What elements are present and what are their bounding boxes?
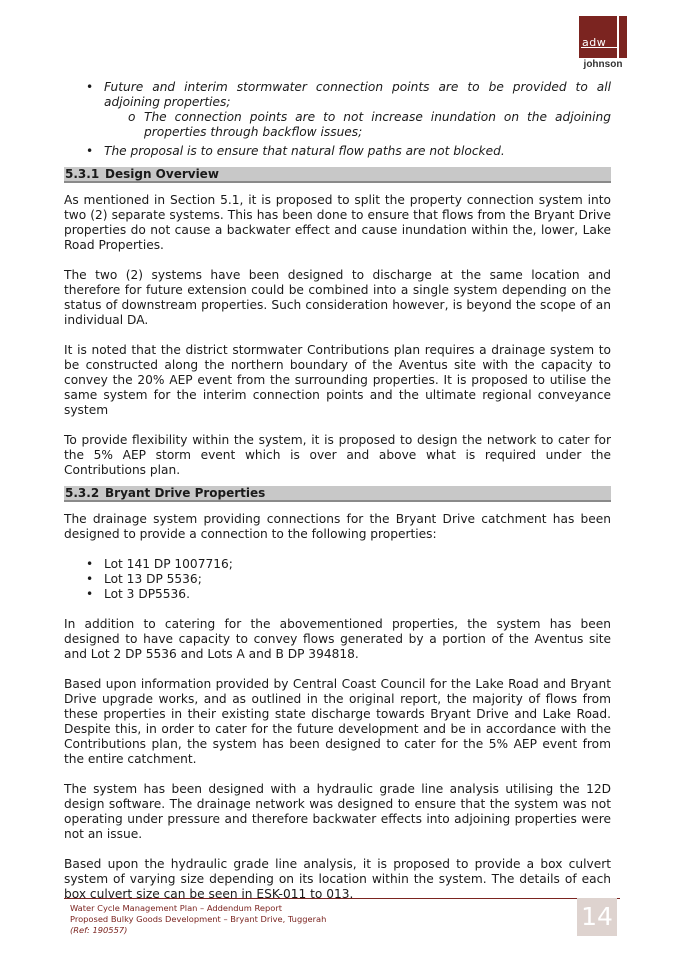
paragraph: Based upon information provided by Central Coast Council for the Lake Road and Bryant Drive upgrade works, and as outlined in the original report, the majority of flows from these properties in their existing state discharge towards Bryant Drive and Lake Road. Despite this, in order to cater for the future development and be in accordance with the Contributions plan, the system has been designed to cater for the 5% AEP event from the entire catchment. xyxy=(64,677,611,766)
page-number: 14 xyxy=(577,898,617,936)
page-content xyxy=(64,80,611,902)
footer-divider xyxy=(64,898,620,899)
paragraph: To provide flexibility within the system, it is proposed to design the network to cater for the 5% AEP storm event which is over and above what is required under the Contributions plan. xyxy=(64,433,611,477)
section-heading-5-3-1 xyxy=(64,167,611,183)
section-title: Design Overview xyxy=(105,167,219,181)
footer-project-title: Proposed Bulky Goods Development – Bryant Drive, Tuggerah xyxy=(70,914,327,924)
paragraph: Based upon the hydraulic grade line analysis, it is proposed to provide a box culvert system of varying size depending on its location within the system. The details of each box culvert size can be seen in ESK-011 to 013. xyxy=(64,857,611,901)
sub-bullet-icon: o xyxy=(128,110,136,124)
bullet-icon: • xyxy=(86,572,94,586)
logo-adw-text: adw xyxy=(582,36,607,49)
logo-mark xyxy=(579,16,627,58)
bullet-icon: • xyxy=(86,587,94,601)
paragraph: In addition to catering for the abovementioned properties, the system has been designed to have capacity to convey flows generated by a portion of the Aventus site and Lot 2 DP 5536 and Lots A and B DP 394818. xyxy=(64,617,611,661)
list-item: • Lot 141 DP 1007716; xyxy=(86,557,233,571)
section-heading-5-3-2 xyxy=(64,486,611,502)
paragraph: The drainage system providing connections for the Bryant Drive catchment has been designed to provide a connection to the following properties: xyxy=(64,512,611,541)
list-item: • The proposal is to ensure that natural flow paths are not blocked. xyxy=(86,144,505,158)
footer-reference: (Ref: 190557) xyxy=(70,925,128,935)
company-logo xyxy=(579,16,627,69)
footer xyxy=(70,903,326,936)
bullet-icon: • xyxy=(86,557,94,571)
paragraph: As mentioned in Section 5.1, it is proposed to split the property connection system into two (2) separate systems. This has been done to ensure that flows from the Bryant Drive properties do not cause a backwater effect and cause inundation within the, lower, Lake Road Properties. xyxy=(64,193,611,252)
lot-list xyxy=(64,557,611,602)
bullet-icon: • xyxy=(86,80,94,94)
paragraph: It is noted that the district stormwater Contributions plan requires a drainage system to be constructed along the northern boundary of the Aventus site with the capacity to convey the 20% AEP event from the surrounding properties. It is proposed to utilise the same system for the interim connection points and the ultimate regional conveyance system xyxy=(64,343,611,417)
bullet-icon: • xyxy=(86,144,94,158)
intro-bullet-list xyxy=(64,80,611,110)
list-item: • Future and interim stormwater connection points are to be provided to all adjoining properties; xyxy=(86,80,611,109)
list-item: • Lot 13 DP 5536; xyxy=(86,572,202,586)
list-item: • Lot 3 DP5536. xyxy=(86,587,190,601)
sub-list-item: o The connection points are to not increase inundation on the adjoining properties through backflow issues; xyxy=(128,110,611,139)
section-number: 5.3.2 xyxy=(65,486,100,500)
section-title: Bryant Drive Properties xyxy=(105,486,266,500)
intro-bullet-list-2 xyxy=(64,144,611,159)
section-number: 5.3.1 xyxy=(65,167,100,181)
logo-johnson-text: johnson xyxy=(583,59,623,70)
paragraph: The system has been designed with a hydraulic grade line analysis utilising the 12D design software. The drainage network was designed to ensure that the system was not operating under pressure and therefore backwater effects into adjoining properties were not an issue. xyxy=(64,782,611,841)
footer-report-title: Water Cycle Management Plan – Addendum Report xyxy=(70,903,283,913)
paragraph: The two (2) systems have been designed to discharge at the same location and therefore for future extension could be combined into a single system depending on the status of downstream properties. Such consideration however, is beyond the scope of an individual DA. xyxy=(64,268,611,327)
